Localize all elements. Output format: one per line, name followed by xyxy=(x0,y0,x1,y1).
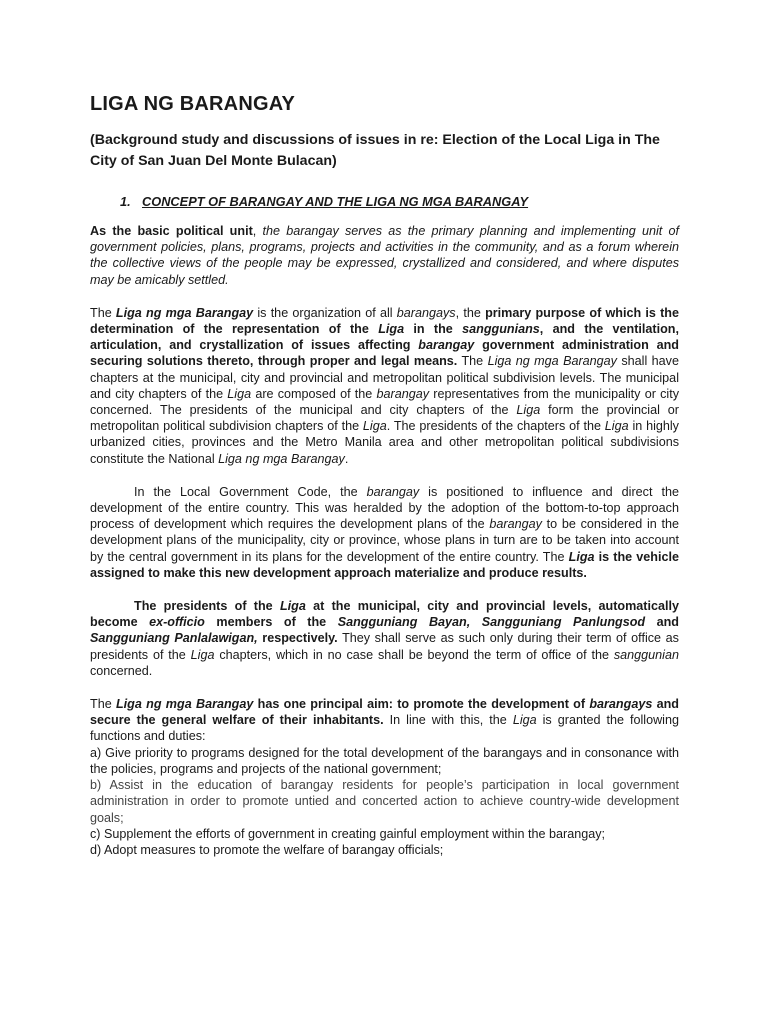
page-title: LIGA NG BARANGAY xyxy=(90,93,296,115)
document-subtitle: (Background study and discussions of issues in re: Election of the Local Liga in The City of San Juan Del Monte Bulacan) xyxy=(90,132,660,169)
section-number: 1. xyxy=(120,194,131,209)
paragraph-principal-aim: The Liga ng mga Barangay has one principal aim: to promote the development of barangays and secure the general welfare of their inhabitants. In line with this, the Liga is granted the following functions and duties: xyxy=(90,697,679,744)
paragraph-basic-political-unit: As the basic political unit, the barangay serves as the primary planning and implementing unit of government policies, plans, programs, projects and activities in the community, and as a forum wherein the collective views of the people may be expressed, crystallized and considered, and where disputes may be amicably settled. xyxy=(90,224,679,287)
section-heading xyxy=(120,194,679,209)
duty-item: a) Give priority to programs designed for the total development of the barangays and in consonance with the policies, programs and projects of the national government; xyxy=(90,745,679,776)
document-page xyxy=(90,93,679,858)
paragraph-liga-definition: The Liga ng mga Barangay is the organization of all barangays, the primary purpose of which is the determination of the representation of the Liga in the sanggunians, and the ventilation, articulation, and crystallization of issues affecting barangay government administration and securing solutions thereto, through proper and legal means. The Liga ng mga Barangay shall have chapters at the municipal, city and provincial and metropolitan political subdivision levels. The municipal and city chapters of the Liga are composed of the barangay representatives from the municipality or city concerned. The presidents of the municipal and city chapters of the Liga form the provincial or metropolitan political subdivision chapters of the Liga. The presidents of the chapters of the Liga in highly urbanized cities, provinces and the Metro Manila area and other metropolitan political subdivisions constitute the National Liga ng mga Barangay. xyxy=(90,305,680,466)
paragraph-liga-presidents: The presidents of the Liga at the municipal, city and provincial levels, automatically become ex-officio members of the Sangguniang Bayan, Sangguniang Panlungsod and Sangguniang Panlalawigan, respectively. They shall serve as such only during their term of office as presidents of the Liga chapters, which in no case shall be beyond the term of office of the sanggunian concerned. xyxy=(90,599,679,678)
duty-item: b) Assist in the education of barangay residents for people’s participation in local government administration in order to promote untied and concerted action to achieve country-wide development goals; xyxy=(90,778,679,825)
duty-item: c) Supplement the efforts of government in creating gainful employment within the barangay; xyxy=(90,826,606,841)
paragraph-local-government-code: In the Local Government Code, the barangay is positioned to influence and direct the development of the entire country. This was heralded by the adoption of the bottom-to-top approach process of development which requires the development plans of the barangay to be considered in the development plans of the municipality, city or province, whose plans in turn are to be taken into account by the central government in its plans for the development of the entire country. The Liga is the vehicle assigned to make this new development approach materialize and produce results. xyxy=(90,484,680,580)
duty-item: d) Adopt measures to promote the welfare of barangay officials; xyxy=(90,842,444,857)
section-title: CONCEPT OF BARANGAY AND THE LIGA NG MGA BARANGAY xyxy=(142,194,529,209)
